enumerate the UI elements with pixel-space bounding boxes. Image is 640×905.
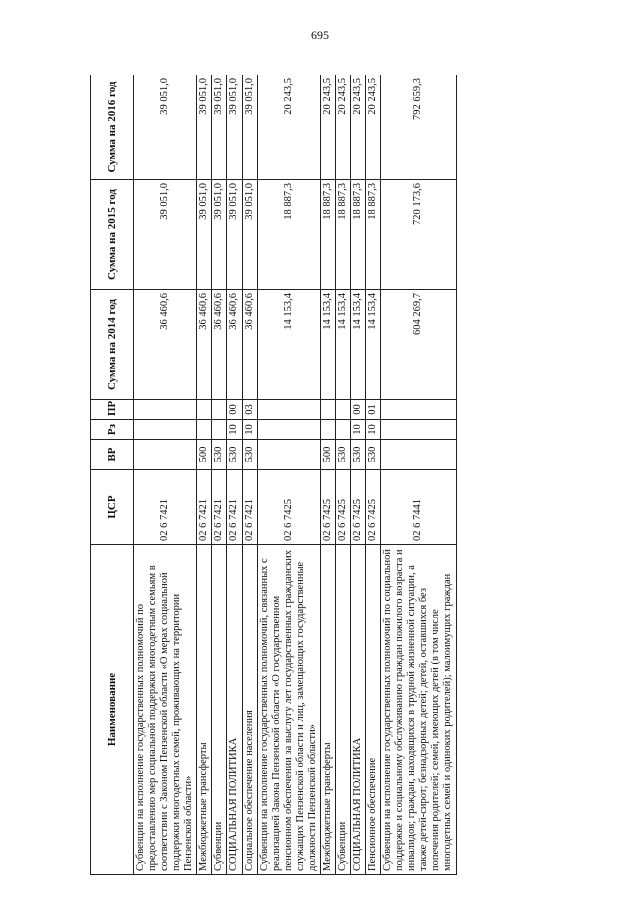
cell-pr: 03: [242, 400, 257, 420]
cell-sum-2015: 18 887,3: [366, 180, 381, 290]
cell-sum-2016: 39 051,0: [227, 75, 242, 180]
cell-pr: 00: [351, 400, 366, 420]
header-sum-2016: Сумма на 2016 год: [91, 75, 134, 180]
cell-pr: [381, 400, 456, 420]
cell-rz: [320, 420, 335, 440]
cell-sum-2016: 792 659,3: [381, 75, 456, 180]
cell-sum-2016: 39 051,0: [197, 75, 212, 180]
cell-sum-2014: 36 460,6: [212, 290, 227, 400]
cell-pr: 01: [366, 400, 381, 420]
cell-name: Межбюджетные трансферты: [197, 545, 212, 875]
cell-csr: 02 6 7421: [227, 470, 242, 545]
cell-sum-2015: 39 051,0: [227, 180, 242, 290]
table-row: [242, 75, 257, 875]
cell-csr: 02 6 7421: [242, 470, 257, 545]
cell-pr: [134, 400, 197, 420]
cell-sum-2014: 14 153,4: [335, 290, 350, 400]
table-row: [227, 75, 242, 875]
cell-vr: 530: [366, 440, 381, 470]
cell-sum-2014: 14 153,4: [320, 290, 335, 400]
page-number: 695: [311, 28, 329, 42]
cell-csr: 02 6 7425: [351, 470, 366, 545]
cell-sum-2014: 36 460,6: [227, 290, 242, 400]
cell-vr: 500: [197, 440, 212, 470]
cell-sum-2016: 39 051,0: [212, 75, 227, 180]
cell-pr: [212, 400, 227, 420]
cell-sum-2015: 18 887,3: [257, 180, 320, 290]
cell-sum-2016: 20 243,5: [257, 75, 320, 180]
cell-rz: 10: [227, 420, 242, 440]
cell-sum-2015: 39 051,0: [242, 180, 257, 290]
header-rz: Рз: [91, 420, 134, 440]
cell-name: Пенсионное обеспечение: [366, 545, 381, 875]
cell-csr: 02 6 7421: [212, 470, 227, 545]
table-row: [257, 75, 320, 875]
cell-pr: 00: [227, 400, 242, 420]
table-row: [212, 75, 227, 875]
cell-rz: [212, 420, 227, 440]
cell-vr: 530: [242, 440, 257, 470]
table-row: [366, 75, 381, 875]
cell-name: Межбюджетные трансферты: [320, 545, 335, 875]
cell-sum-2015: 18 887,3: [320, 180, 335, 290]
cell-csr: 02 6 7441: [381, 470, 456, 545]
cell-sum-2016: 20 243,5: [351, 75, 366, 180]
cell-rz: [257, 420, 320, 440]
cell-sum-2016: 20 243,5: [320, 75, 335, 180]
cell-name: Субвенции: [335, 545, 350, 875]
cell-rz: 10: [366, 420, 381, 440]
budget-table: [90, 75, 457, 875]
cell-csr: 02 6 7425: [257, 470, 320, 545]
cell-name: Субвенции: [212, 545, 227, 875]
cell-name: СОЦИАЛЬНАЯ ПОЛИТИКА: [227, 545, 242, 875]
cell-sum-2015: 39 051,0: [134, 180, 197, 290]
header-vr: ВР: [91, 440, 134, 470]
cell-csr: 02 6 7421: [134, 470, 197, 545]
table-row: [134, 75, 197, 875]
table-header-row: [91, 75, 134, 875]
cell-sum-2015: 39 051,0: [212, 180, 227, 290]
cell-sum-2014: 36 460,6: [134, 290, 197, 400]
cell-sum-2014: 604 269,7: [381, 290, 456, 400]
cell-name: Субвенции на исполнение государственных полномочий по социальной поддержке и социальному обслуживанию граждан пожилого возраста и инвалидов; граждан, находящихся в трудной жизненной ситуации, а также детей-сирот; безнадзорных детей; детей, оставшихся без попечения родителей; семей, имеющих детей (в том числе многодетных семей и одиноких родителей); малоимущих граждан: [381, 545, 456, 875]
table-row: [335, 75, 350, 875]
cell-rz: [381, 420, 456, 440]
cell-name: Субвенции на исполнение государственных полномочий по предоставлению мер социальной поддержки многодетным семьям в соответствии с Законом Пензенской области «О мерах социальной поддержки многодетных семей, проживающих на территории Пензенской области»: [134, 545, 197, 875]
rotated-table-container: [90, 75, 550, 875]
cell-vr: 500: [320, 440, 335, 470]
cell-vr: 530: [212, 440, 227, 470]
cell-csr: 02 6 7421: [197, 470, 212, 545]
cell-name: Субвенции на исполнение государственных полномочий, связанных с реализацией Закона Пензенской области «О государственном пенсионном обеспечении за выслугу лет государственных гражданских служащих Пензенской области и лиц, замещающих государственные должности Пензенской области»: [257, 545, 320, 875]
cell-sum-2014: 14 153,4: [257, 290, 320, 400]
cell-sum-2016: 20 243,5: [366, 75, 381, 180]
cell-vr: 530: [351, 440, 366, 470]
table-row: [351, 75, 366, 875]
cell-csr: 02 6 7425: [335, 470, 350, 545]
header-name: Наименование: [91, 545, 134, 875]
header-sum-2015: Сумма на 2015 год: [91, 180, 134, 290]
cell-sum-2016: 20 243,5: [335, 75, 350, 180]
cell-sum-2015: 18 887,3: [335, 180, 350, 290]
cell-rz: 10: [242, 420, 257, 440]
cell-sum-2014: 36 460,6: [197, 290, 212, 400]
cell-sum-2015: 18 887,3: [351, 180, 366, 290]
table-wrapper: [90, 75, 550, 875]
cell-rz: 10: [351, 420, 366, 440]
cell-sum-2014: 14 153,4: [351, 290, 366, 400]
cell-pr: [197, 400, 212, 420]
cell-rz: [335, 420, 350, 440]
cell-vr: 530: [335, 440, 350, 470]
cell-sum-2014: 14 153,4: [366, 290, 381, 400]
header-sum-2014: Сумма на 2014 год: [91, 290, 134, 400]
table-row: [381, 75, 456, 875]
cell-vr: [381, 440, 456, 470]
header-pr: ПР: [91, 400, 134, 420]
cell-pr: [335, 400, 350, 420]
cell-pr: [257, 400, 320, 420]
table-row: [320, 75, 335, 875]
cell-vr: [134, 440, 197, 470]
cell-sum-2015: 720 173,6: [381, 180, 456, 290]
header-csr: ЦСР: [91, 470, 134, 545]
cell-rz: [197, 420, 212, 440]
cell-csr: 02 6 7425: [366, 470, 381, 545]
cell-name: СОЦИАЛЬНАЯ ПОЛИТИКА: [351, 545, 366, 875]
cell-sum-2016: 39 051,0: [242, 75, 257, 180]
cell-sum-2016: 39 051,0: [134, 75, 197, 180]
cell-rz: [134, 420, 197, 440]
cell-vr: 530: [227, 440, 242, 470]
cell-name: Социальное обеспечение населения: [242, 545, 257, 875]
table-row: [197, 75, 212, 875]
cell-sum-2015: 39 051,0: [197, 180, 212, 290]
cell-csr: 02 6 7425: [320, 470, 335, 545]
cell-sum-2014: 36 460,6: [242, 290, 257, 400]
cell-pr: [320, 400, 335, 420]
cell-vr: [257, 440, 320, 470]
